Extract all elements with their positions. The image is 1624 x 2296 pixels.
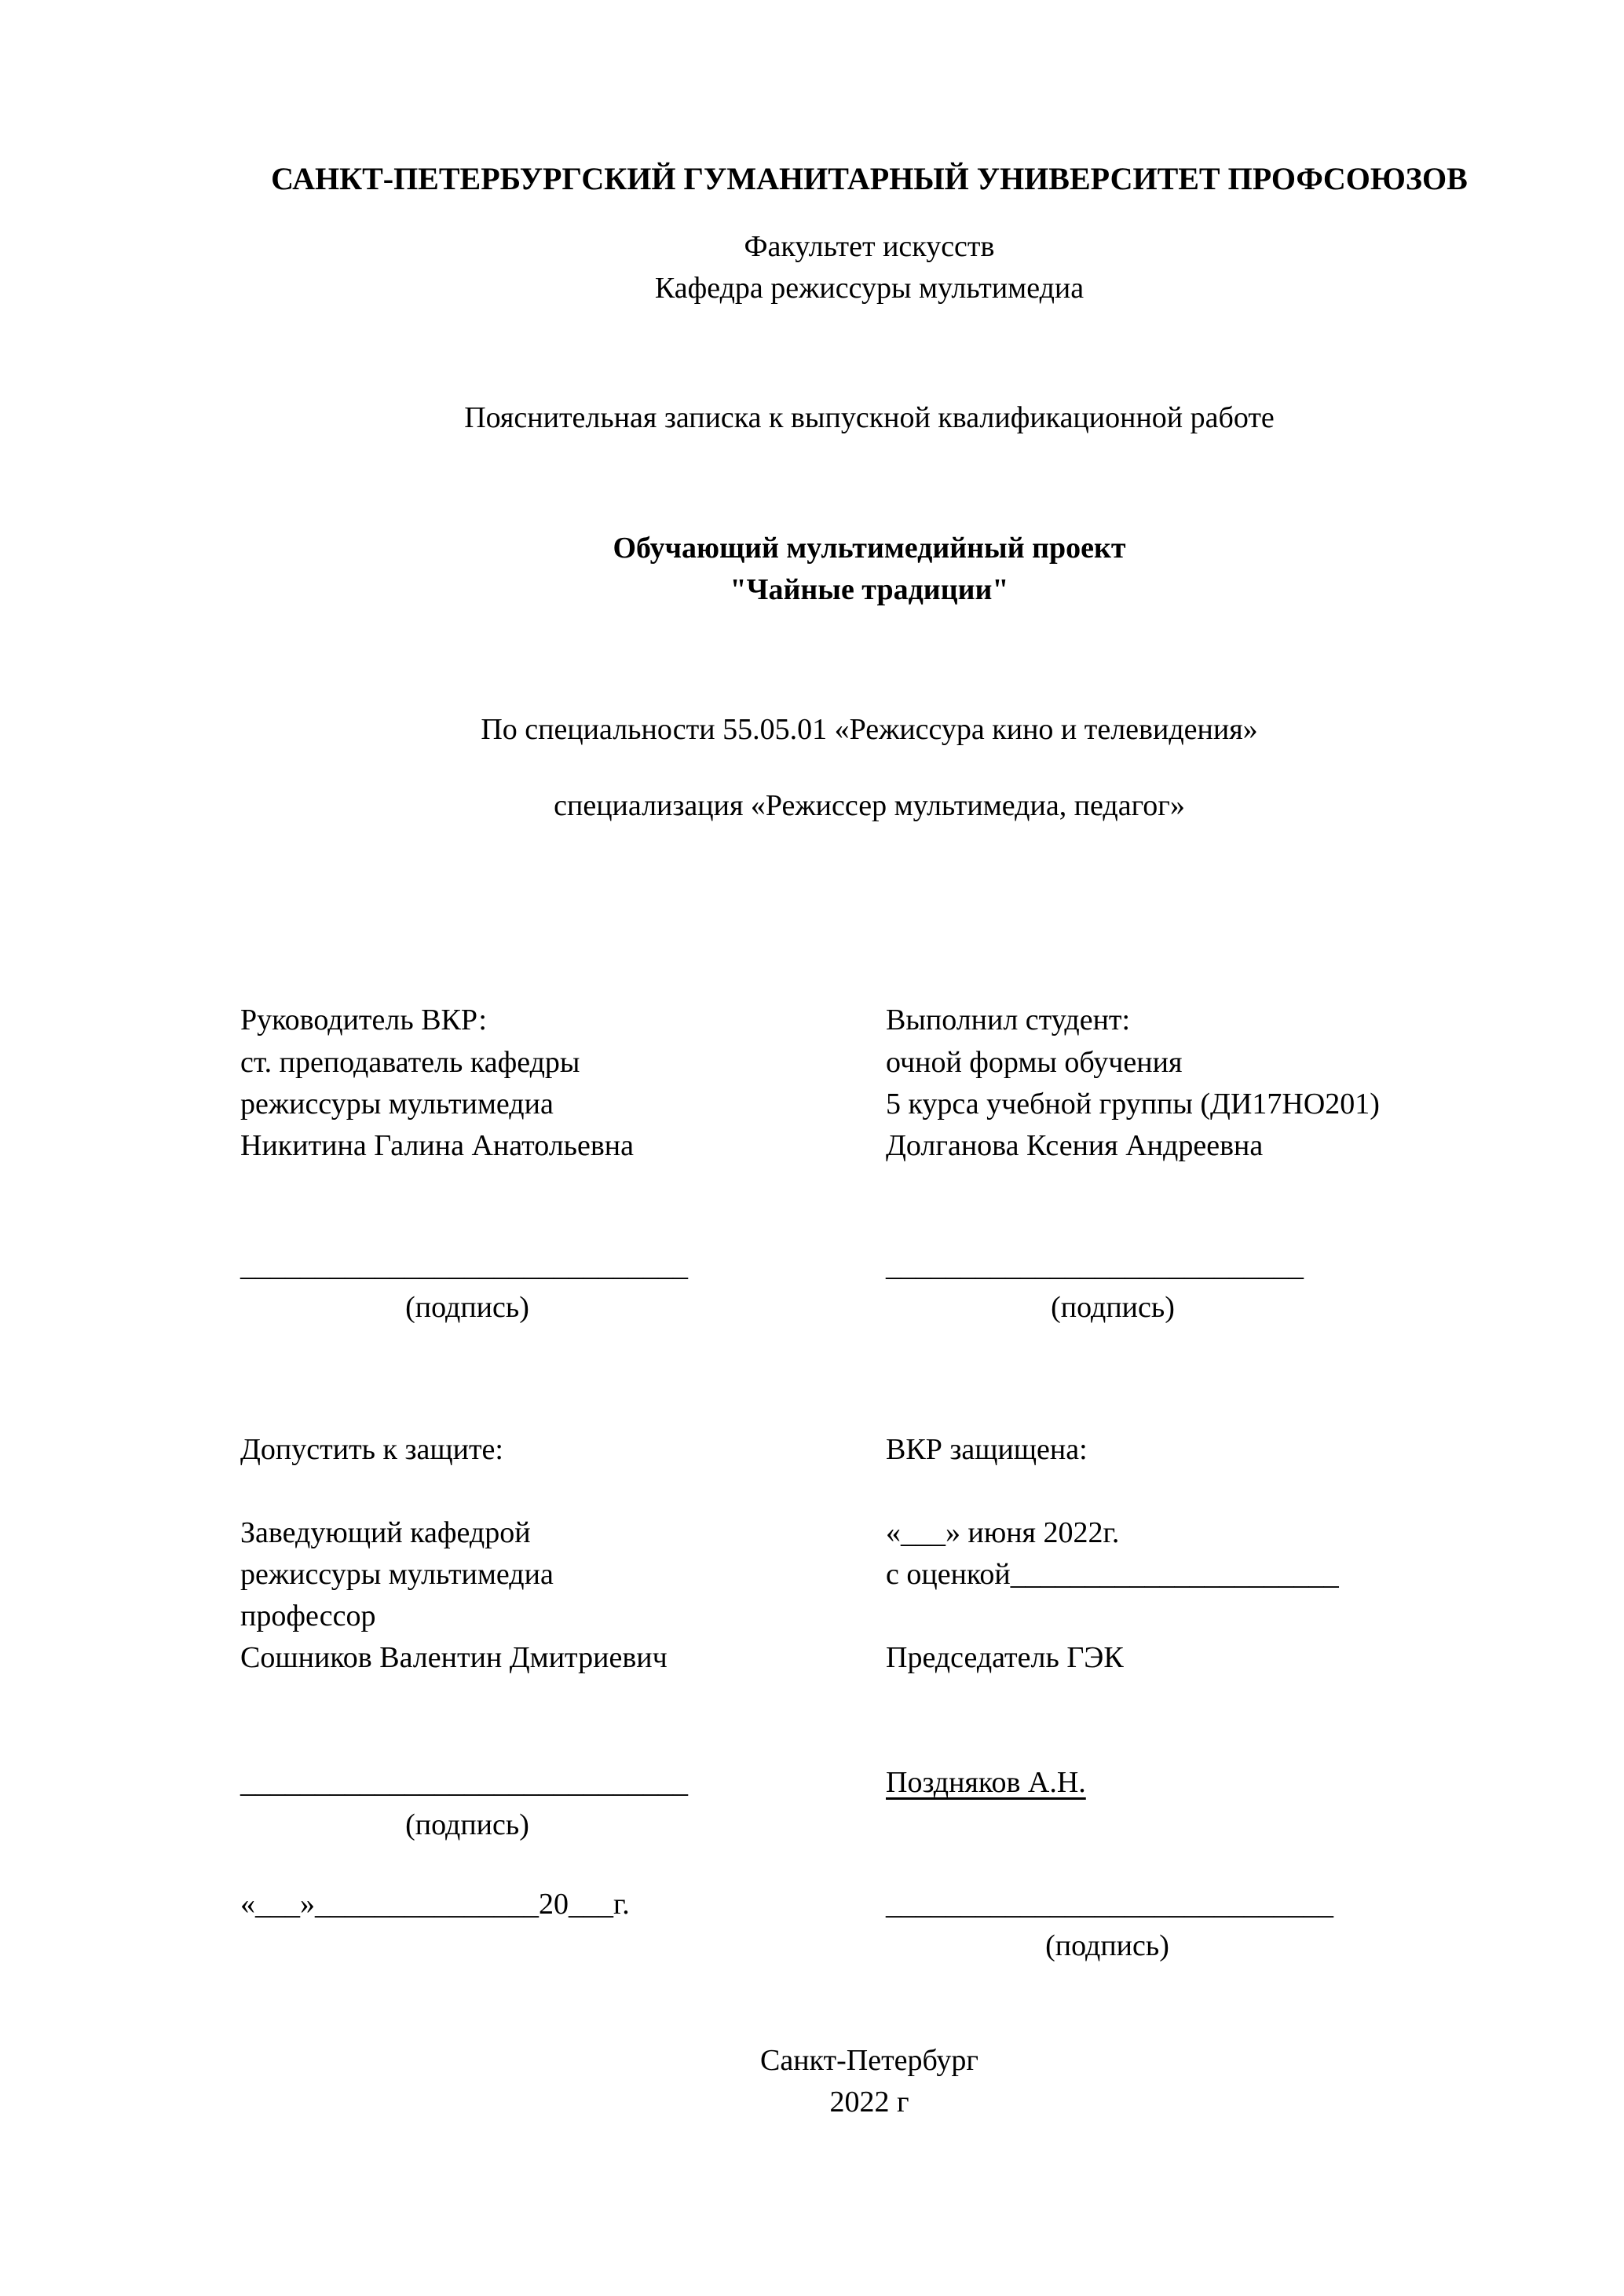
defense-grade-line: с оценкой______________________ (886, 1557, 1339, 1591)
student-signature-line: ____________________________ (886, 1249, 1304, 1283)
student-label: Выполнил студент: (886, 1004, 1131, 1037)
footer (240, 2040, 1498, 2123)
project-title-line2: "Чайные традиции" (730, 572, 1009, 606)
student-signature-caption: (подпись) (1051, 1291, 1175, 1325)
chairman-signature-area (886, 1884, 1498, 1967)
faculty-name: Факультет искусств (744, 230, 995, 263)
head-signature-area (240, 1762, 886, 1845)
head-position-line3: профессор (240, 1600, 376, 1632)
supervisor-signature-area (240, 1245, 886, 1329)
head-position-line1: Заведующий кафедрой (240, 1515, 531, 1549)
supervisor-signature-line: ______________________________ (240, 1249, 688, 1283)
department-name: Кафедра режиссуры мультимедиа (654, 272, 1084, 305)
admission-defense-labels-row (240, 1429, 1498, 1471)
defense-label: ВКР защищена: (886, 1433, 1088, 1467)
head-signature-caption: (подпись) (405, 1808, 529, 1841)
student-name: Долганова Ксения Андреевна (886, 1128, 1264, 1162)
supervisor-signature-caption: (подпись) (405, 1291, 529, 1325)
chairman-signature (886, 1884, 1333, 1967)
student-block (886, 1000, 1498, 1167)
chairman-signature-caption: (подпись) (1045, 1929, 1169, 1962)
chairman-name-area (886, 1762, 1498, 1845)
supervisor-name: Никитина Галина Анатольевна (240, 1128, 635, 1162)
project-title-line1: Обучающий мультимедийный проект (613, 531, 1126, 565)
signatures-row-supervisor-student (240, 1245, 1498, 1329)
project-title (240, 528, 1498, 611)
signatures-row-head-chairman (240, 1762, 1498, 1845)
defense-details-block (886, 1512, 1498, 1680)
spacer-line (886, 1596, 1498, 1637)
department-head-and-defense-row (240, 1512, 1498, 1680)
student-form-line: очной формы обучения (886, 1045, 1183, 1079)
chairman-label: Председатель ГЭК (886, 1641, 1124, 1674)
chairman-signature-line: ______________________________ (886, 1887, 1333, 1921)
supervisor-label: Руководитель ВКР: (240, 1004, 487, 1037)
chairman-name: Поздняков А.Н. (886, 1766, 1086, 1800)
admission-date-line: «___»_______________20___г. (240, 1887, 630, 1921)
date-and-chairman-signature-row (240, 1884, 1498, 1967)
admission-label: Допустить к защите: (240, 1433, 503, 1467)
document-type: Пояснительная записка к выпускной квалификационной работе (464, 401, 1275, 435)
supervisor-signature (240, 1245, 694, 1329)
head-signature (240, 1762, 694, 1845)
student-signature (886, 1245, 1340, 1329)
roles-section (240, 1000, 1498, 1167)
specialization-line: специализация «Режиссер мультимедиа, педагог» (554, 789, 1185, 823)
head-position-line2: режиссуры мультимедиа (240, 1557, 554, 1591)
university-name: САНКТ-ПЕТЕРБУРГСКИЙ ГУМАНИТАРНЫЙ УНИВЕРСИТЕТ ПРОФСОЮЗОВ (271, 161, 1468, 196)
supervisor-position-line1: ст. преподаватель кафедры (240, 1045, 580, 1079)
head-signature-line: ______________________________ (240, 1766, 688, 1800)
specialty-line: По специальности 55.05.01 «Режиссура кино и телевидения» (481, 712, 1258, 746)
supervisor-block (240, 1000, 886, 1167)
city-line: Санкт-Петербург (759, 2044, 979, 2077)
student-group-line: 5 курса учебной группы (ДИ17НО201) (886, 1087, 1380, 1121)
head-name: Сошников Валентин Дмитриевич (240, 1641, 668, 1675)
year-line: 2022 г (829, 2086, 909, 2119)
student-signature-area (886, 1245, 1498, 1329)
department-head-block (240, 1512, 886, 1680)
defense-date-line: «___» июня 2022г. (886, 1515, 1120, 1549)
supervisor-position-line2: режиссуры мультимедиа (240, 1087, 554, 1121)
